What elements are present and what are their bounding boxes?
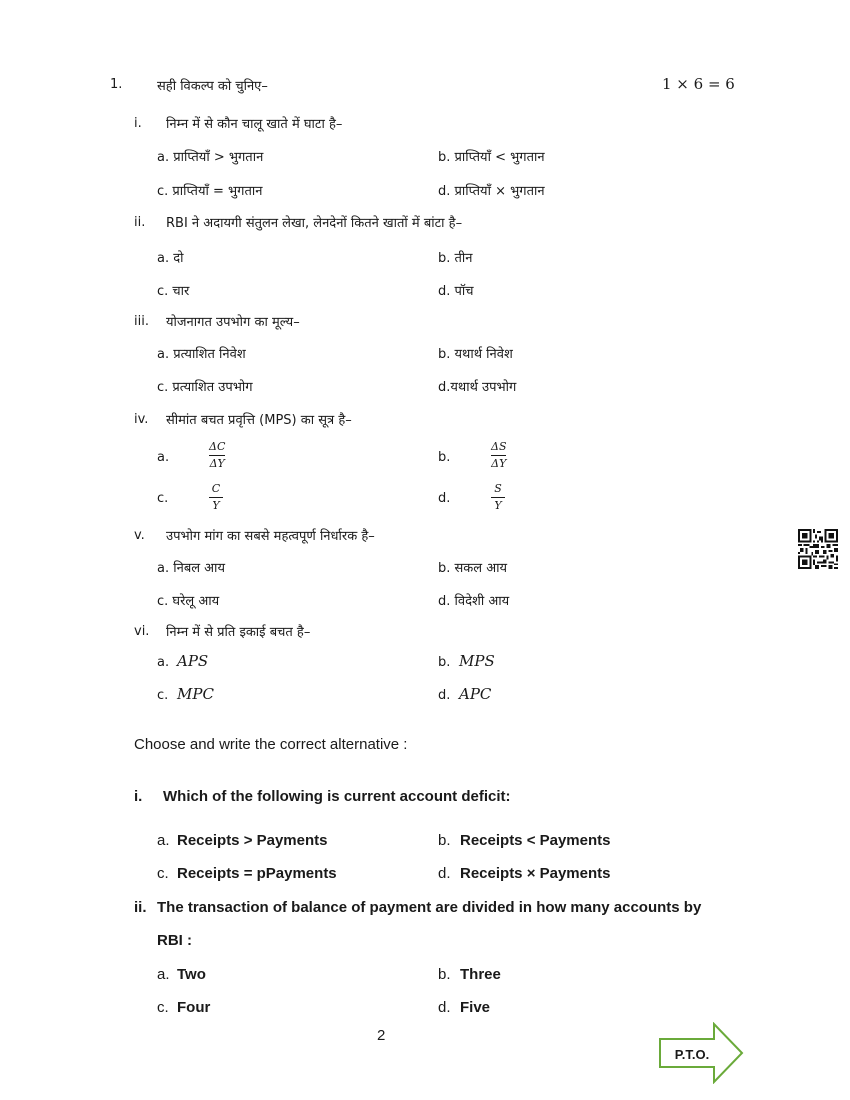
fraction-bar bbox=[491, 455, 506, 456]
fraction-numerator: ΔS bbox=[491, 440, 507, 453]
question-text: RBI ने अदायगी संतुलन लेखा, लेनदेनों कितने खातों में बांटा है– bbox=[166, 216, 463, 231]
option-b: b. यथार्थ निवेश bbox=[438, 347, 513, 362]
q-num: i. bbox=[134, 116, 142, 131]
q-num: ii. bbox=[134, 899, 147, 916]
fraction-denominator: Y bbox=[494, 499, 502, 512]
pto-label: P.T.O. bbox=[674, 1047, 710, 1062]
option-a: a. प्राप्तियाँ > भुगतान bbox=[157, 150, 264, 165]
option-b-label: b. bbox=[438, 966, 451, 983]
option-b: b. प्राप्तियाँ < भुगतान bbox=[438, 150, 545, 165]
q-num: iii. bbox=[134, 314, 149, 329]
option-d: d.यथार्थ उपभोग bbox=[438, 380, 517, 395]
q-num: i. bbox=[134, 788, 143, 805]
question-number: 1. bbox=[110, 77, 123, 92]
fraction-d bbox=[491, 482, 505, 513]
question-text: निम्न में से प्रति इकाई बचत है– bbox=[166, 625, 311, 640]
page-number: 2 bbox=[377, 1027, 386, 1044]
fraction-denominator: ΔY bbox=[209, 457, 225, 470]
instruction-hindi: सही विकल्प को चुनिए– bbox=[157, 79, 268, 94]
fraction-numerator: ΔC bbox=[209, 440, 226, 453]
q-num: v. bbox=[134, 528, 145, 543]
fraction-bar bbox=[491, 497, 505, 498]
option-d-label: d. bbox=[438, 688, 451, 703]
question-text: योजनागत उपभोग का मूल्य– bbox=[166, 315, 300, 330]
option-d: APC bbox=[459, 685, 492, 703]
marks: 1 × 6 = 6 bbox=[662, 75, 735, 93]
option-a: a. निबल आय bbox=[157, 561, 226, 576]
option-c-label: c. bbox=[157, 865, 169, 882]
option-a: Two bbox=[177, 966, 206, 983]
option-b: Three bbox=[460, 966, 501, 983]
question-text: सीमांत बचत प्रवृत्ति (MPS) का सूत्र है– bbox=[166, 413, 352, 428]
fraction-denominator: Y bbox=[212, 499, 220, 512]
option-a: a. प्रत्याशित निवेश bbox=[157, 347, 246, 362]
question-text-continued: RBI : bbox=[157, 932, 192, 949]
option-c-label: c. bbox=[157, 999, 169, 1016]
question-text: उपभोग मांग का सबसे महत्वपूर्ण निर्धारक है– bbox=[166, 529, 375, 544]
option-d: Receipts × Payments bbox=[460, 865, 611, 882]
option-c-label: c. bbox=[157, 688, 169, 703]
option-c: Four bbox=[177, 999, 211, 1016]
option-d-label: d. bbox=[438, 865, 451, 882]
fraction-numerator: C bbox=[211, 482, 221, 495]
instruction-english: Choose and write the correct alternative : bbox=[134, 736, 408, 753]
option-a-label: a. bbox=[157, 450, 170, 465]
option-b-label: b. bbox=[438, 832, 451, 849]
qr-code bbox=[798, 529, 838, 569]
option-d-label: d. bbox=[438, 491, 451, 506]
option-b: b. सकल आय bbox=[438, 561, 508, 576]
option-c: c. प्राप्तियाँ = भुगतान bbox=[157, 184, 263, 199]
option-b: b. तीन bbox=[438, 251, 473, 266]
option-b: Receipts < Payments bbox=[460, 832, 611, 849]
fraction-bar bbox=[209, 497, 223, 498]
option-a-label: a. bbox=[157, 832, 170, 849]
q-num: iv. bbox=[134, 412, 149, 427]
option-c: c. घरेलू आय bbox=[157, 594, 220, 609]
option-a-label: a. bbox=[157, 655, 170, 670]
option-d: d. विदेशी आय bbox=[438, 594, 510, 609]
question-text: The transaction of balance of payment are divided in how many accounts by bbox=[157, 899, 702, 916]
option-d-label: d. bbox=[438, 999, 451, 1016]
fraction-c bbox=[209, 482, 223, 513]
fraction-a bbox=[209, 440, 225, 471]
q-num: ii. bbox=[134, 215, 146, 230]
fraction-numerator: S bbox=[494, 482, 502, 495]
fraction-denominator: ΔY bbox=[491, 457, 507, 470]
option-b-label: b. bbox=[438, 450, 451, 465]
fraction-bar bbox=[209, 455, 225, 456]
fraction-b bbox=[491, 440, 506, 471]
option-c: c. प्रत्याशित उपभोग bbox=[157, 380, 253, 395]
option-c: c. चार bbox=[157, 284, 190, 299]
option-d: d. पॉच bbox=[438, 284, 474, 299]
pto-arrow-icon bbox=[658, 1022, 744, 1084]
q-num: vi. bbox=[134, 624, 150, 639]
option-a: Receipts > Payments bbox=[177, 832, 328, 849]
option-a-label: a. bbox=[157, 966, 170, 983]
option-c-label: c. bbox=[157, 491, 169, 506]
option-a: a. दो bbox=[157, 251, 184, 266]
option-a: APS bbox=[177, 652, 209, 670]
option-d: d. प्राप्तियाँ × भुगतान bbox=[438, 184, 545, 199]
option-b: MPS bbox=[459, 652, 495, 670]
question-text: Which of the following is current account deficit: bbox=[163, 788, 511, 805]
option-c: MPC bbox=[177, 685, 214, 703]
question-text: निम्न में से कौन चालू खाते में घाटा है– bbox=[166, 117, 343, 132]
option-c: Receipts = pPayments bbox=[177, 865, 337, 882]
option-d: Five bbox=[460, 999, 491, 1016]
option-b-label: b. bbox=[438, 655, 451, 670]
